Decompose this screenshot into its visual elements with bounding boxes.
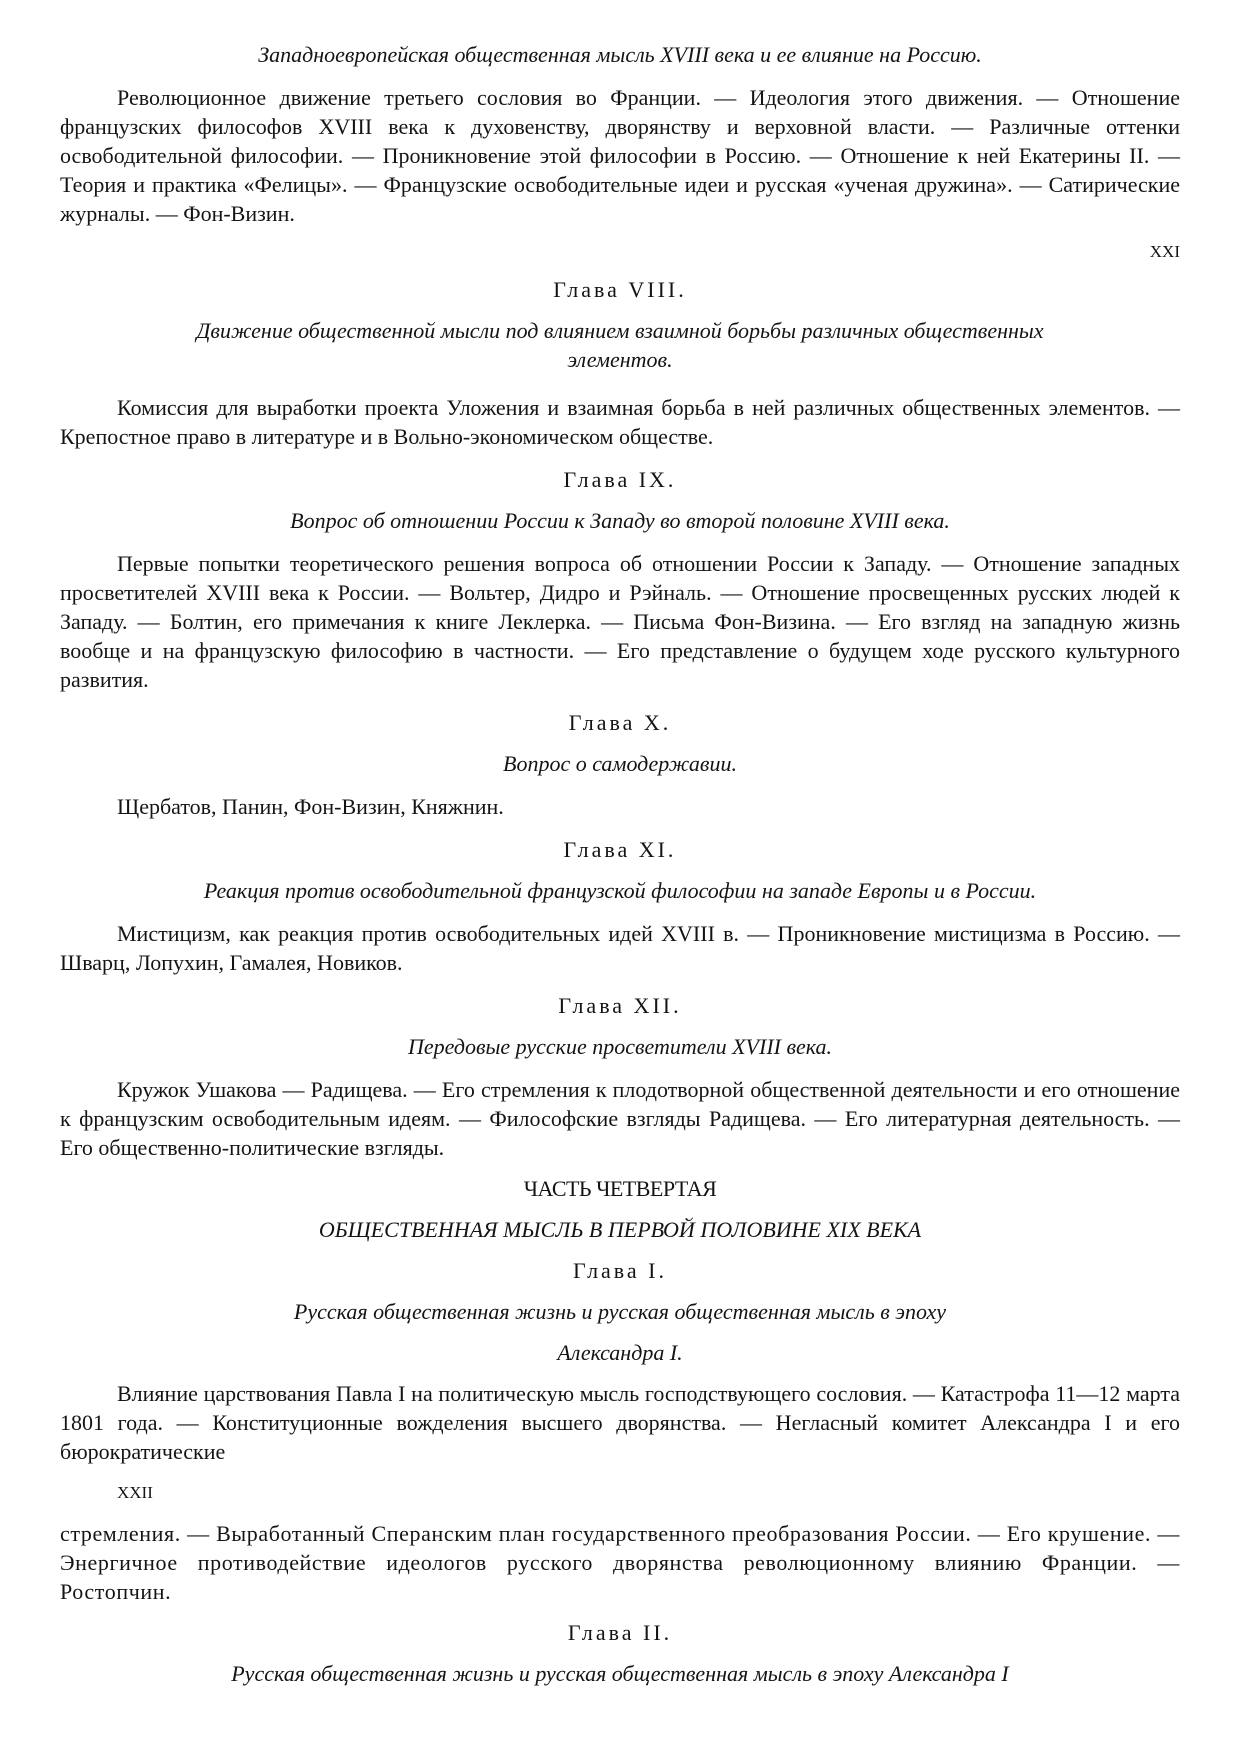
page-number: XXI <box>1149 242 1180 261</box>
page-number: XXII <box>117 1483 153 1502</box>
part-heading: ЧАСТЬ ЧЕТВЕРТАЯ <box>523 1176 717 1201</box>
chapter-subtitle: Вопрос о самодержавии. <box>503 751 737 776</box>
chapter-subtitle: Русская общественная жизнь и русская общественная мысль в эпоху <box>293 1299 947 1324</box>
chapter-subtitle: Западноевропейская общественная мысль XVIII века и ее влияние на Россию. <box>258 42 982 67</box>
chapter-heading: Глава IX. <box>563 467 677 492</box>
chapter-heading: Глава I. <box>573 1258 667 1283</box>
chapter-subtitle: Александра I. <box>557 1340 683 1365</box>
chapter-subtitle: Реакция против освободительной французской философии на западе Европы и в России. <box>203 878 1037 903</box>
chapter-subtitle: Передовые русские просветители XVIII века. <box>407 1034 833 1059</box>
paragraph-continuation: стремления. — Выработанный Сперанским план государственного преобразования России. — Его крушение. — Энергичное противодействие идеологов русского дворянства революционному влиянию Франции. — Ростопчин. <box>60 1521 1180 1604</box>
chapter-subtitle: Русская общественная жизнь и русская общественная мысль в эпоху Александра I <box>231 1661 1009 1686</box>
chapter-subtitle: Движение общественной мысли под влиянием взаимной борьбы различных общественных элементов. <box>196 318 1044 372</box>
chapter-heading: Глава II. <box>567 1620 673 1645</box>
paragraph: Революционное движение третьего сословия во Франции. — Идеология этого движения. — Отношение французских философов XVIII века к духовенству, дворянству и верховной власти. — Различные оттенки освободительной философии. — Проникновение этой философии в Россию. — Отношение к ней Екатерины II. — Теория и практика «Фелицы». — Французские освободительные идеи и русская «ученая дружина». — Сатирические журналы. — Фон-Визин. <box>60 85 1180 226</box>
paragraph: Влияние царствования Павла I на политическую мысль господствующего сословия. — Катастрофа 11—12 марта 1801 года. — Конституционные вожделения высшего дворянства. — Негласный комитет Александра I и его бюрократические <box>60 1381 1180 1464</box>
part-title: ОБЩЕСТВЕННАЯ МЫСЛЬ В ПЕРВОЙ ПОЛОВИНЕ XIX ВЕКА <box>318 1217 922 1242</box>
paragraph: Кружок Ушакова — Радищева. — Его стремления к плодотворной общественной деятельности и его отношение к французским освободительным идеям. — Философские взгляды Радищева. — Его литературная деятельность. — Его общественно-политические взгляды. <box>60 1077 1180 1160</box>
chapter-heading: Глава XI. <box>563 837 677 862</box>
chapter-heading: Глава VIII. <box>553 277 687 302</box>
paragraph: Мистицизм, как реакция против освободительных идей XVIII в. — Проникновение мистицизма в Россию. — Шварц, Лопухин, Гамалея, Новиков. <box>60 921 1180 975</box>
paragraph: Первые попытки теоретического решения вопроса об отношении России к Западу. — Отношение западных просветителей XVIII века к России. — Вольтер, Дидро и Рэйналь. — Отношение просвещенных русских людей к Западу. — Болтин, его примечания к книге Леклерка. — Письма Фон-Визина. — Его взгляд на западную жизнь вообще и на французскую философию в частности. — Его представление о будущем ходе русского культурного развития. <box>60 551 1180 692</box>
paragraph: Щербатов, Панин, Фон-Визин, Княжнин. <box>117 794 504 819</box>
chapter-heading: Глава XII. <box>558 993 682 1018</box>
chapter-subtitle: Вопрос об отношении России к Западу во второй половине XVIII века. <box>290 508 950 533</box>
paragraph: Комиссия для выработки проекта Уложения и взаимная борьба в ней различных общественных элементов. — Крепостное право в литературе и в Вольно-экономическом обществе. <box>60 395 1180 449</box>
chapter-heading: Глава X. <box>568 710 672 735</box>
